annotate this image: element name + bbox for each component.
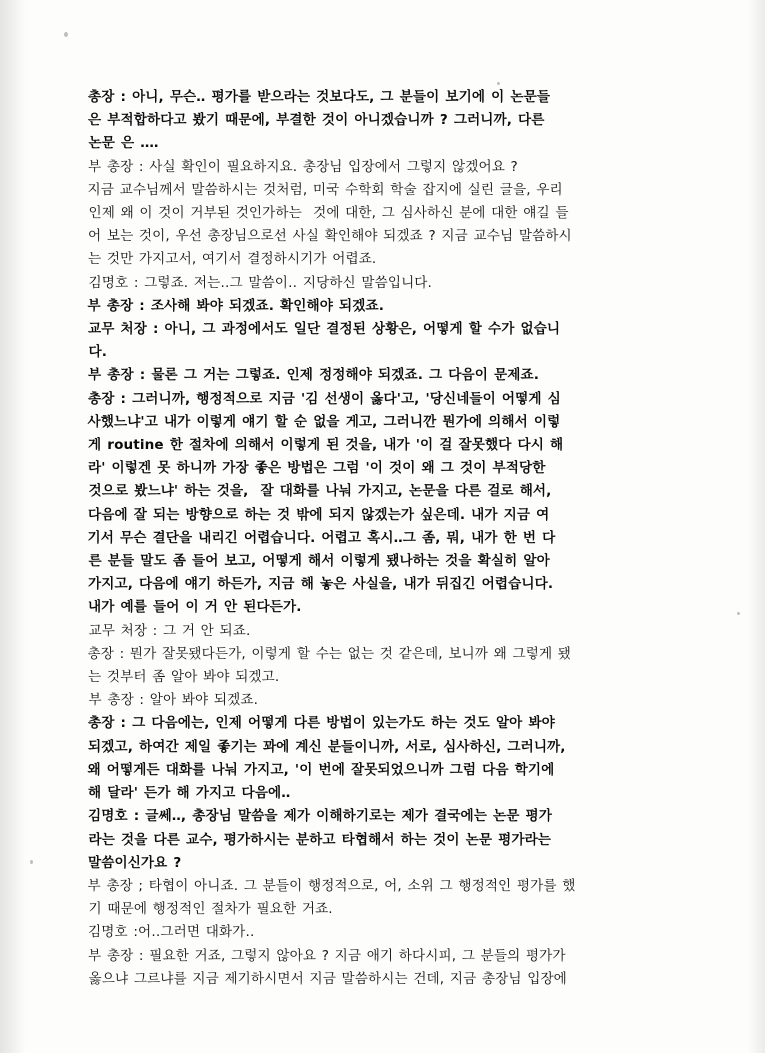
transcript-line: 옳으냐 그르냐를 지금 제기하시면서 지금 말씀하시는 건데, 지금 총장님 입장에 bbox=[88, 970, 567, 987]
transcript-line: 내가 예를 들어 이 거 안 된다든가. bbox=[88, 599, 302, 616]
transcript-line: 게 routine 한 절차에 의해서 이렇게 된 것을, 내가 '이 걸 잘못했다 다시 해 bbox=[88, 437, 564, 454]
transcript-line: 기서 무슨 결단을 내리긴 어렵습니다. 어렵고 혹시‥그 좀, 뭐, 내가 한 번 다 bbox=[87, 529, 556, 546]
scan-speck bbox=[30, 860, 33, 864]
transcript-line: 라' 이렇겐 못 하니까 가장 좋은 방법은 그럼 '이 것이 왜 그 것이 부적당한 bbox=[88, 460, 546, 477]
transcript-line: 김명호 : 글쎄‥, 총장님 말씀을 제가 이해하기로는 제가 결국에는 논문 평가 bbox=[88, 808, 553, 825]
transcript-line: 부 총장 : 조사해 봐야 되겠죠. 확인해야 되겠죠. bbox=[87, 297, 384, 314]
transcript-line: 논문 은 ‥‥ bbox=[88, 135, 159, 152]
transcript-line: 인제 왜 이 것이 거부된 것인가하는 것에 대한, 그 심사하신 분에 대한 얘길 들 bbox=[88, 205, 569, 222]
transcript-line: 어 보는 것이, 우선 총장님으로선 사실 확인해야 되겠죠 ? 지금 교수님 말씀하시 bbox=[88, 228, 572, 245]
transcript-line: 지금 교수님께서 말씀하시는 것처럼, 미국 수학회 학술 잡지에 실린 글을, 우리 bbox=[87, 181, 563, 198]
transcript-line: 가지고, 다음에 얘기 하든가, 지금 해 놓은 사실을, 내가 뒤집긴 어렵습니다. bbox=[88, 576, 554, 593]
scan-speck bbox=[64, 32, 68, 37]
transcript-line: 은 부적합하다고 봤기 때문에, 부결한 것이 아니겠습니까 ? 그러니까, 다른 bbox=[88, 112, 545, 129]
transcript-line: 교무 처장 : 아니, 그 과정에서도 일단 결정된 상황은, 어떻게 할 수가 없습니 bbox=[88, 321, 561, 338]
transcript-line: 총장 : 그러니까, 행정적으로 지금 '김 선생이 옳다'고, '당신네들이 어떻게 심 bbox=[88, 390, 561, 407]
transcript-line: 해 달라' 든가 해 가지고 다음에‥ bbox=[88, 785, 291, 802]
transcript-line: 기 때문에 행정적인 절차가 필요한 거죠. bbox=[88, 901, 333, 918]
transcript-line: 교무 처장 : 그 거 안 되죠. bbox=[88, 622, 251, 639]
transcript-line: 다음에 잘 되는 방향으로 하는 것 밖에 되지 않겠는가 싶은데. 내가 지금 여 bbox=[88, 506, 550, 523]
scan-speck bbox=[737, 612, 740, 615]
transcript-body bbox=[88, 86, 672, 991]
scan-speck bbox=[497, 82, 500, 85]
transcript-line: 는 것만 가지고서, 여기서 결정하시기가 어렵죠. bbox=[88, 251, 377, 268]
transcript-line: 김명호 :어‥그러면 대화가‥ bbox=[88, 924, 255, 941]
transcript-line: 되겠고, 하여간 제일 좋기는 꽈에 계신 분들이니까, 서로, 심사하신, 그러니까, bbox=[88, 738, 566, 755]
transcript-line: 말씀이신가요 ? bbox=[88, 854, 182, 871]
transcript-line: 총장 : 그 다음에는, 인제 어떻게 다른 방법이 있는가도 하는 것도 알아 봐야 bbox=[88, 715, 555, 732]
transcript-line: 것으로 봤느냐' 하는 것을, 잘 대화를 나눠 가지고, 논문을 다른 걸로 해서, bbox=[88, 483, 552, 500]
transcript-line: 라는 것을 다른 교수, 평가하시는 분하고 타협해서 하는 것이 논문 평가라는 bbox=[88, 831, 552, 848]
transcript-line: 부 총장 : 필요한 거죠, 그렇지 않아요 ? 지금 애기 하다시피, 그 분들의 평가가 bbox=[88, 947, 566, 964]
transcript-line: 부 총장 : 사실 확인이 필요하지요. 총장님 입장에서 그렇지 않겠어요 ? bbox=[88, 158, 518, 175]
transcript-line: 총장 : 아니, 무슨‥ 평가를 받으라는 것보다도, 그 분들이 보기에 이 논문들 bbox=[88, 89, 551, 105]
transcript-line: 부 총장 : 알아 봐야 되겠죠. bbox=[88, 692, 259, 709]
transcript-line: 다. bbox=[88, 344, 107, 361]
transcript-line: 왜 어떻게든 대화를 나눠 가지고, '이 번에 잘못되었으니까 그럼 다음 학기에 bbox=[87, 761, 555, 778]
transcript-line: 부 총장 ; 타협이 아니죠. 그 분들이 행정적으로, 어, 소위 그 행정적인 평가를 했 bbox=[87, 877, 576, 894]
transcript-line: 는 것부터 좀 알아 봐야 되겠고. bbox=[88, 669, 280, 686]
transcript-line: 부 총장 : 물론 그 거는 그렇죠. 인제 정정해야 되겠죠. 그 다음이 문제죠. bbox=[88, 367, 539, 384]
transcript-line: 김명호 : 그렇죠. 저는‥그 말씀이‥ 지당하신 말씀입니다. bbox=[88, 274, 432, 291]
transcript-line: 총장 : 뭔가 잘못됐다든가, 이렇게 할 수는 없는 것 같은데, 보니까 왜 그렇게 됐 bbox=[87, 645, 572, 662]
transcript-line: 사했느냐'고 내가 이렇게 얘기 할 순 없을 게고, 그러니깐 뭔가에 의해서 이렇 bbox=[87, 413, 561, 430]
transcript-line: 른 분들 말도 좀 들어 보고, 어떻게 해서 이렇게 됐나하는 것을 확실히 알아 bbox=[88, 553, 550, 570]
